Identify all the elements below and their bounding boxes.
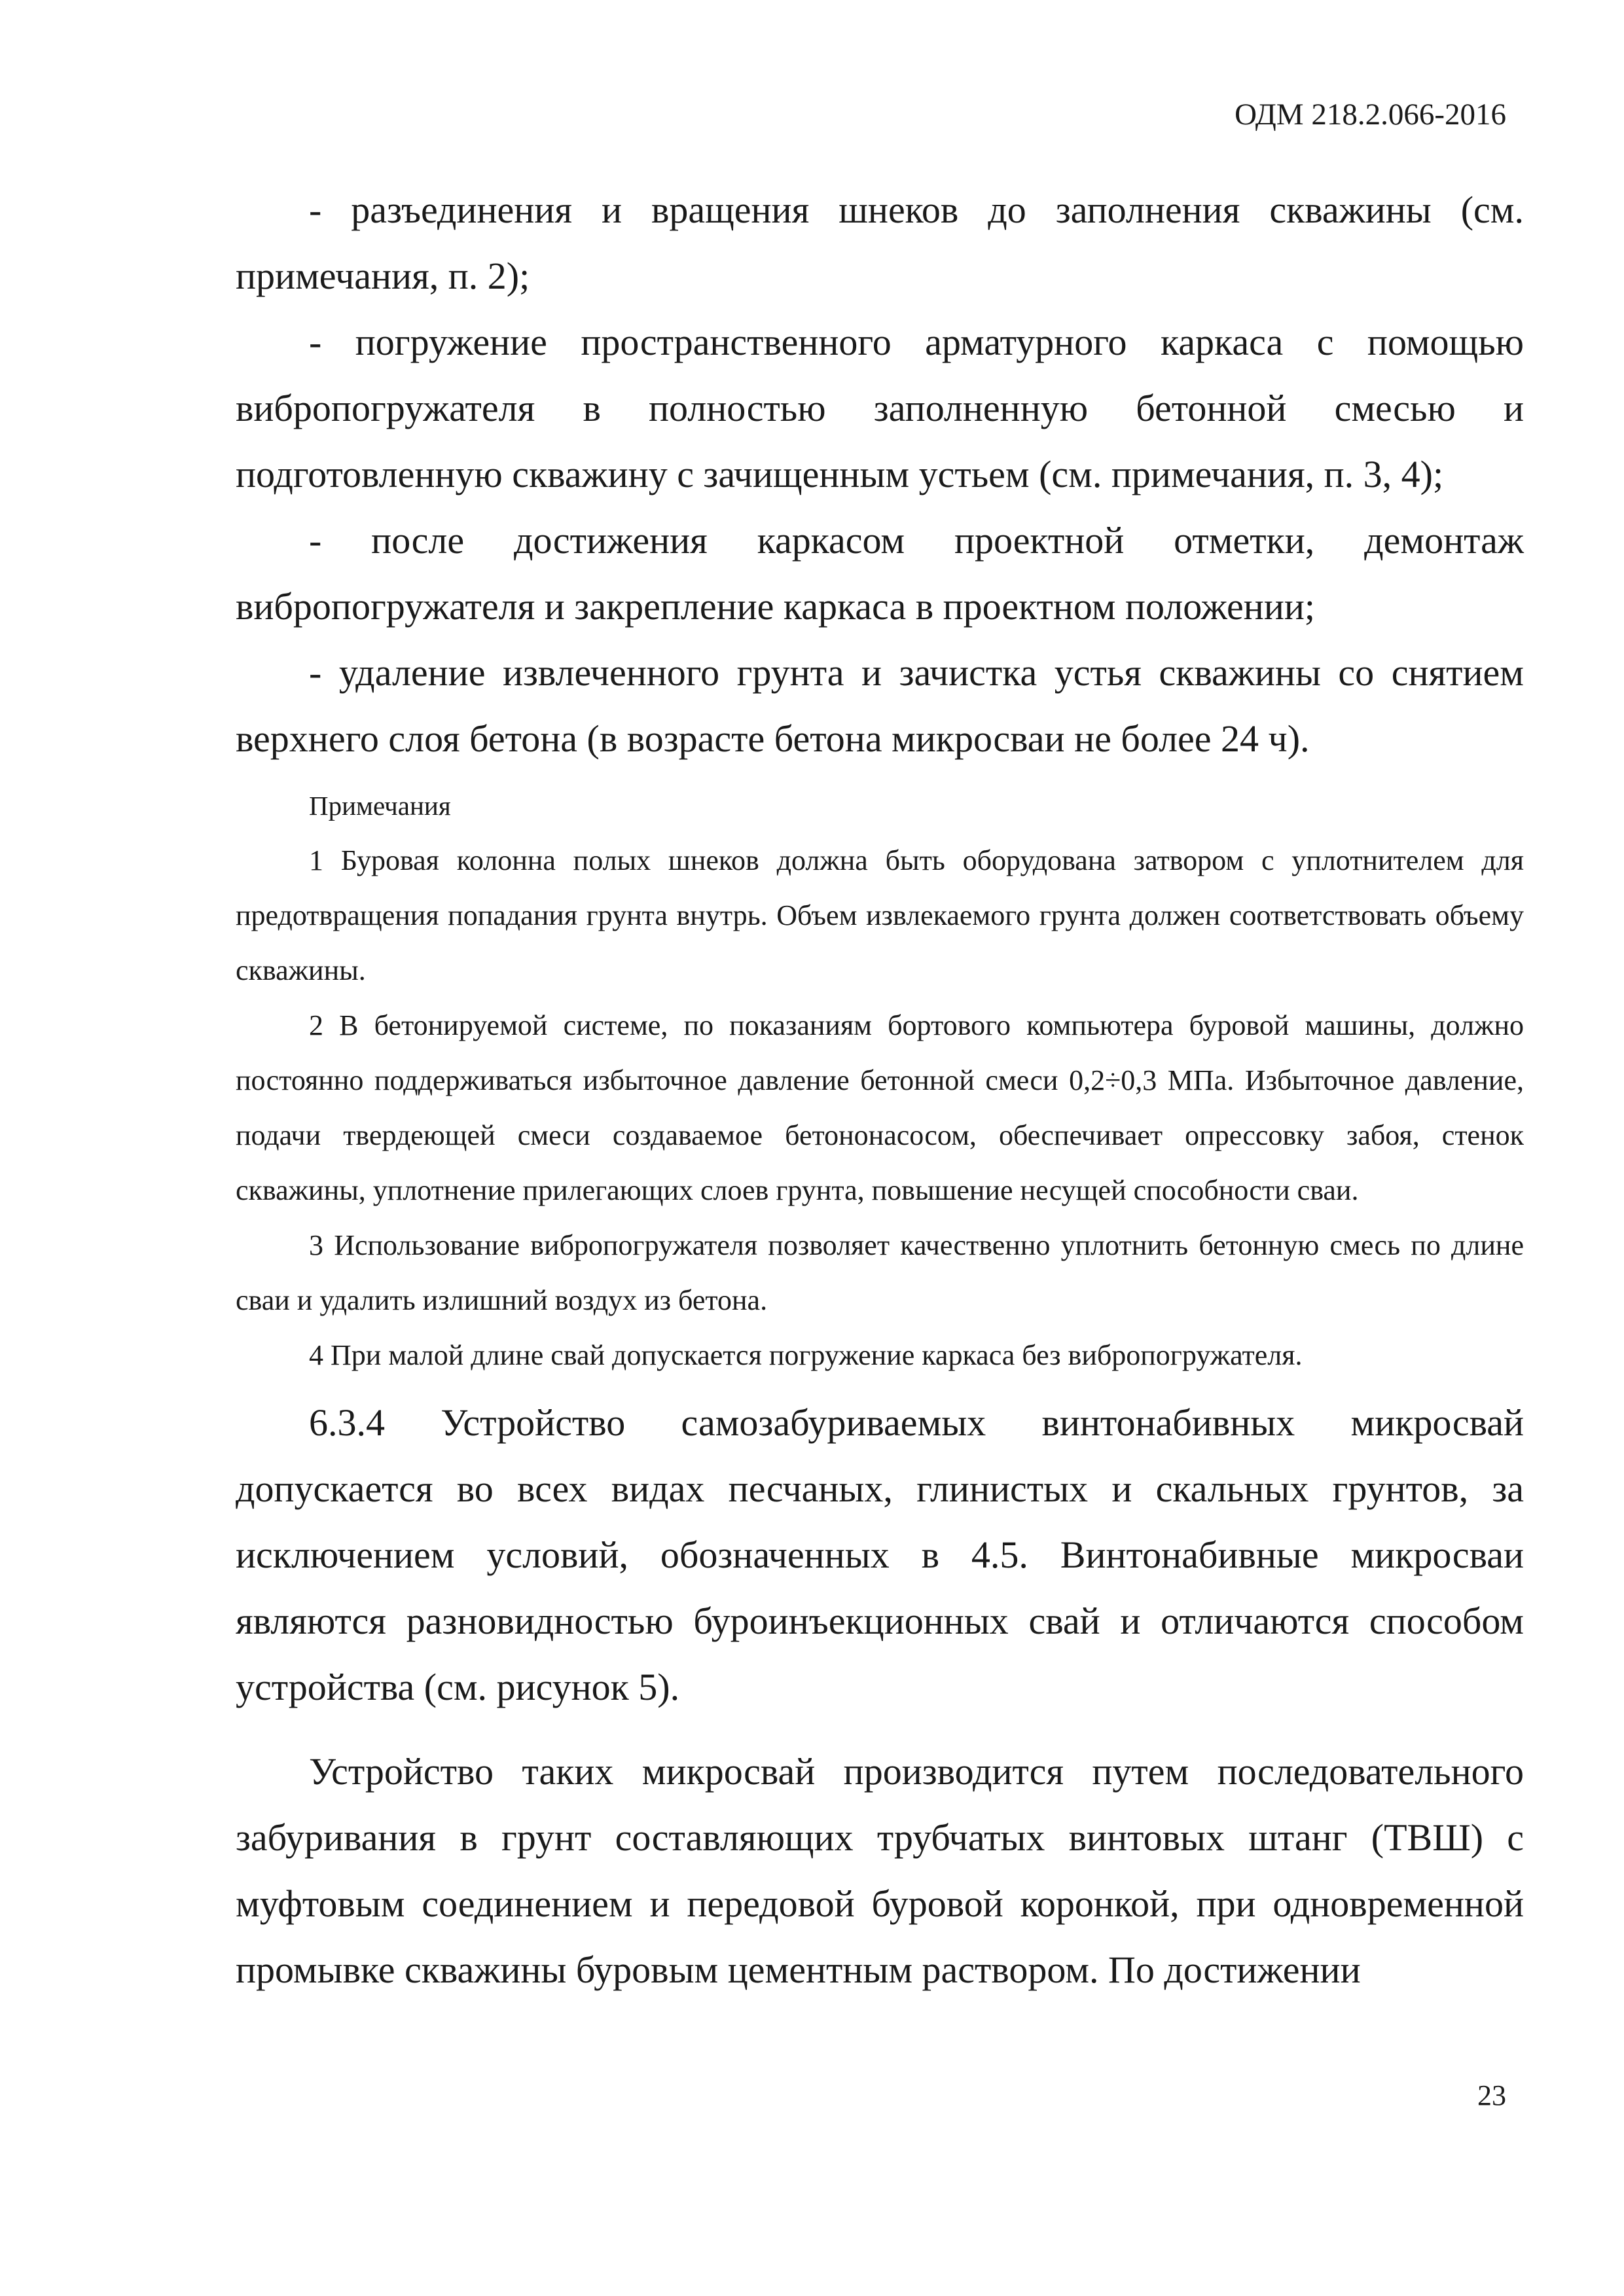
page-content: [236, 177, 1524, 2003]
body-paragraph: - удаление извлеченного грунта и зачистка устья скважины со снятием верхнего слоя бетона (в возрасте бетона микросваи не более 24 ч).: [236, 651, 1524, 760]
notes-section: [236, 778, 1524, 1383]
note-item: 2 В бетонируемой системе, по показаниям бортового компьютера буровой машины, должно постоянно поддерживаться избыточное давление бетонной смеси 0,2÷0,3 МПа. Избыточное давление, подачи твердеющей смеси создаваемое бетононасосом, обеспечивает опрессовку забоя, стенок скважины, уплотнение прилегающих слоев грунта, повышение несущей способности сваи.: [236, 1009, 1524, 1206]
body-paragraph: - погружение пространственного арматурного каркаса с помощью вибропогружателя в полностью заполненную бетонной смесью и подготовленную скважину с зачищенным устьем (см. примечания, п. 3, 4);: [236, 321, 1524, 495]
section-paragraph-6-3-4: 6.3.4 Устройство самозабуриваемых винтонабивных микросвай допускается во всех видах песчаных, глинистых и скальных грунтов, за исключением условий, обозначенных в 4.5. Винтонабивные микросваи являются разновидностью буроинъекционных свай и отличаются способом устройства (см. рисунок 5).: [236, 1401, 1524, 1708]
page-number: 23: [1477, 2079, 1506, 2111]
notes-title: Примечания: [309, 791, 451, 821]
body-paragraph: - разъединения и вращения шнеков до заполнения скважины (см. примечания, п. 2);: [236, 188, 1524, 297]
note-item: 3 Использование вибропогружателя позволяет качественно уплотнить бетонную смесь по длине сваи и удалить излишний воздух из бетона.: [236, 1229, 1524, 1316]
note-item: 4 При малой длине свай допускается погружение каркаса без вибропогружателя.: [309, 1339, 1303, 1371]
body-paragraph: Устройство таких микросвай производится путем последовательного забуривания в грунт составляющих трубчатых винтовых штанг (ТВШ) с муфтовым соединением и передовой буровой коронкой, при одновременной промывке скважины буровым цементным раствором. По достижении: [236, 1750, 1524, 1991]
body-paragraph: - после достижения каркасом проектной отметки, демонтаж вибропогружателя и закрепление каркаса в проектном положении;: [236, 519, 1524, 628]
document-code-header: ОДМ 218.2.066-2016: [1235, 98, 1506, 132]
note-item: 1 Буровая колонна полых шнеков должна быть оборудована затвором с уплотнителем для предотвращения попадания грунта внутрь. Объем извлекаемого грунта должен соответствовать объему скважины.: [236, 844, 1524, 986]
